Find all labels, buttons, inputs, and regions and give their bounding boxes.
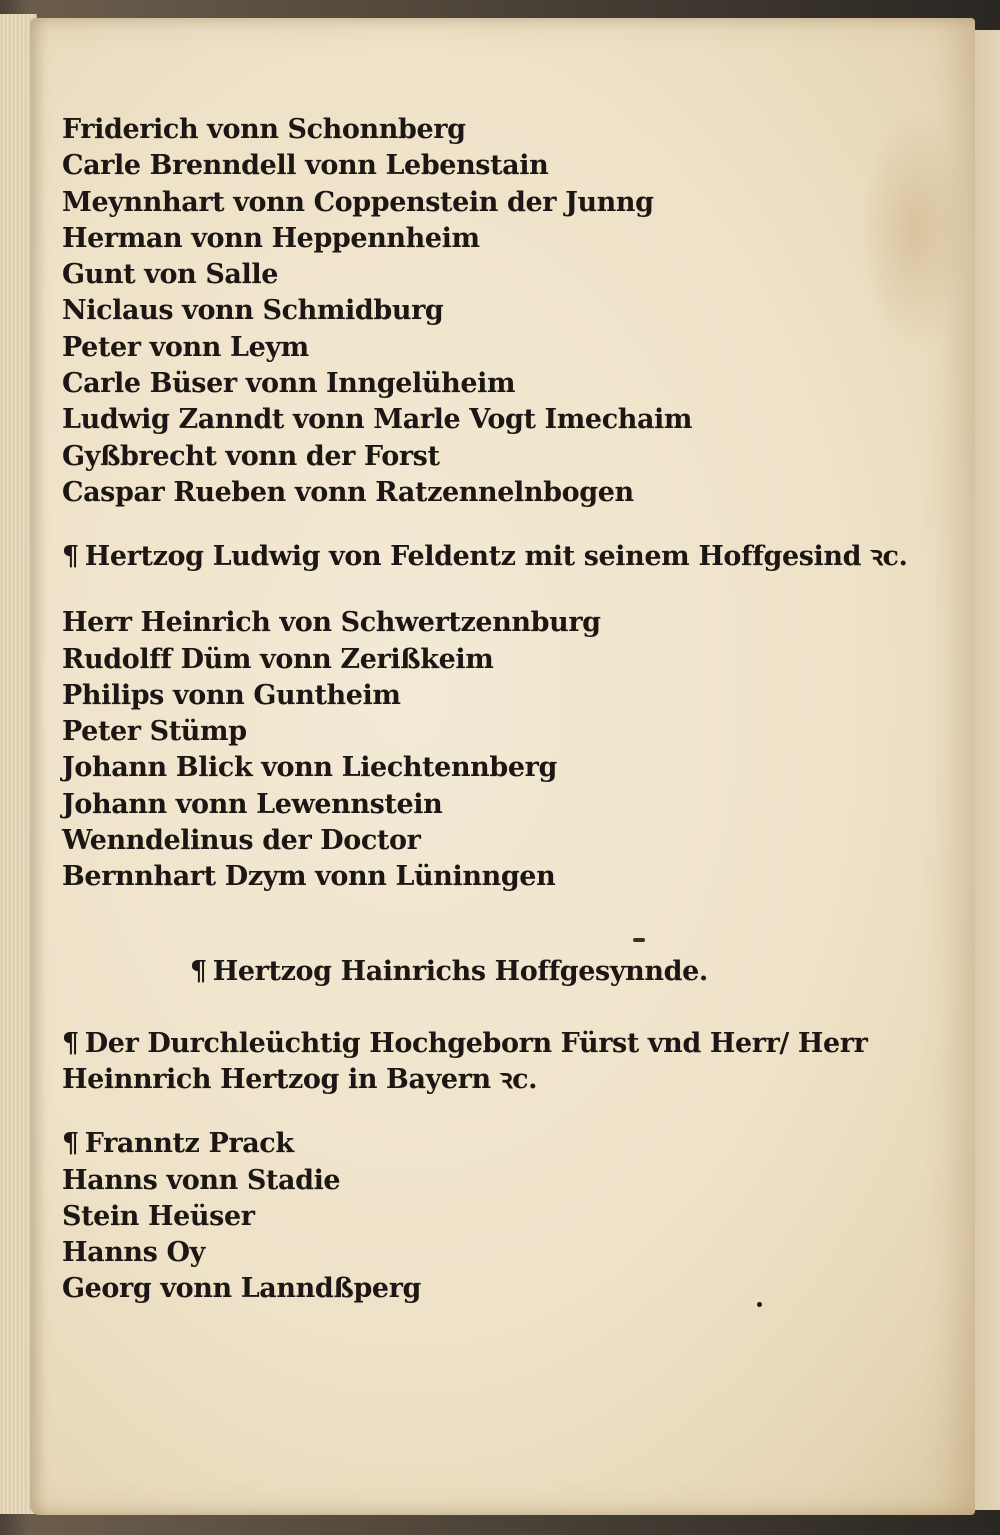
- name-line: Carle Büser vonn Inngelüheim: [62, 368, 516, 400]
- name-line: Herr Heinrich von Schwertzennburg: [62, 607, 601, 639]
- name-line: Meynnhart vonn Coppenstein der Junng: [62, 186, 654, 218]
- heading-text: Hertzog Ludwig von Feldentz mit seinem Hoffgesind ꝛc.: [84, 541, 908, 573]
- name-list-3: [62, 1126, 942, 1307]
- pilcrow-mark: ¶: [62, 1027, 79, 1059]
- name-line: Friderich vonn Schonnberg: [62, 114, 466, 145]
- name-line: Peter Stümp: [62, 716, 247, 748]
- name-line: Peter vonn Leym: [62, 331, 309, 363]
- name-line: Bernnhart Dzym vonn Lüninngen: [62, 861, 556, 893]
- name-list-1: [62, 112, 942, 511]
- name-line: Carle Brenndell vonn Lebenstain: [62, 150, 549, 182]
- name-line: Johann Blick vonn Liechtennberg: [62, 752, 557, 784]
- ink-mark: [633, 938, 645, 942]
- name-list-2: [62, 605, 942, 895]
- name-line: Stein Heüser: [62, 1200, 255, 1232]
- duke-title-line1: ¶ Der Durchleüchtig Hochgeborn Fürst vnd Herr/ Herr: [62, 1026, 942, 1062]
- pilcrow-mark: ¶: [62, 541, 79, 573]
- ink-dot: [757, 1302, 762, 1307]
- name-line: Caspar Rueben vonn Ratzennelnbogen: [62, 476, 634, 508]
- name-line: Wenndelinus der Doctor: [62, 825, 421, 857]
- name-line: Niclaus vonn Schmidburg: [62, 295, 444, 327]
- name-line: Gyßbrecht vonn der Forst: [62, 440, 440, 472]
- name-line: Hanns Oy: [62, 1237, 205, 1269]
- name-line: Herman vonn Heppennheim: [62, 222, 480, 254]
- name-line: Ludwig Zanndt vonn Marle Vogt Imechaim: [62, 404, 693, 436]
- name-line: Gunt von Salle: [62, 259, 279, 291]
- page-text: [62, 112, 942, 1308]
- duke-title: [62, 1026, 942, 1099]
- name-line: Philips vonn Guntheim: [62, 679, 401, 711]
- name-line: ¶ Franntz Prack: [62, 1126, 942, 1162]
- name-line: Johann vonn Lewennstein: [62, 788, 443, 820]
- name-line: Rudolff Düm vonn Zerißkeim: [62, 643, 494, 675]
- duke-title-line2: Heinnrich Hertzog in Bayern ꝛc.: [62, 1063, 538, 1095]
- pilcrow-mark: ¶: [62, 1128, 79, 1160]
- pilcrow-mark: ¶: [190, 955, 207, 987]
- heading-text: Hertzog Hainrichs Hoffgesynnde.: [212, 955, 708, 987]
- name-line: Georg vonn Lanndßperg: [62, 1273, 422, 1305]
- section-heading-ludwig: [62, 537, 942, 577]
- name-line: Hanns vonn Stadie: [62, 1164, 341, 1196]
- section-heading-hainrich: [62, 952, 942, 992]
